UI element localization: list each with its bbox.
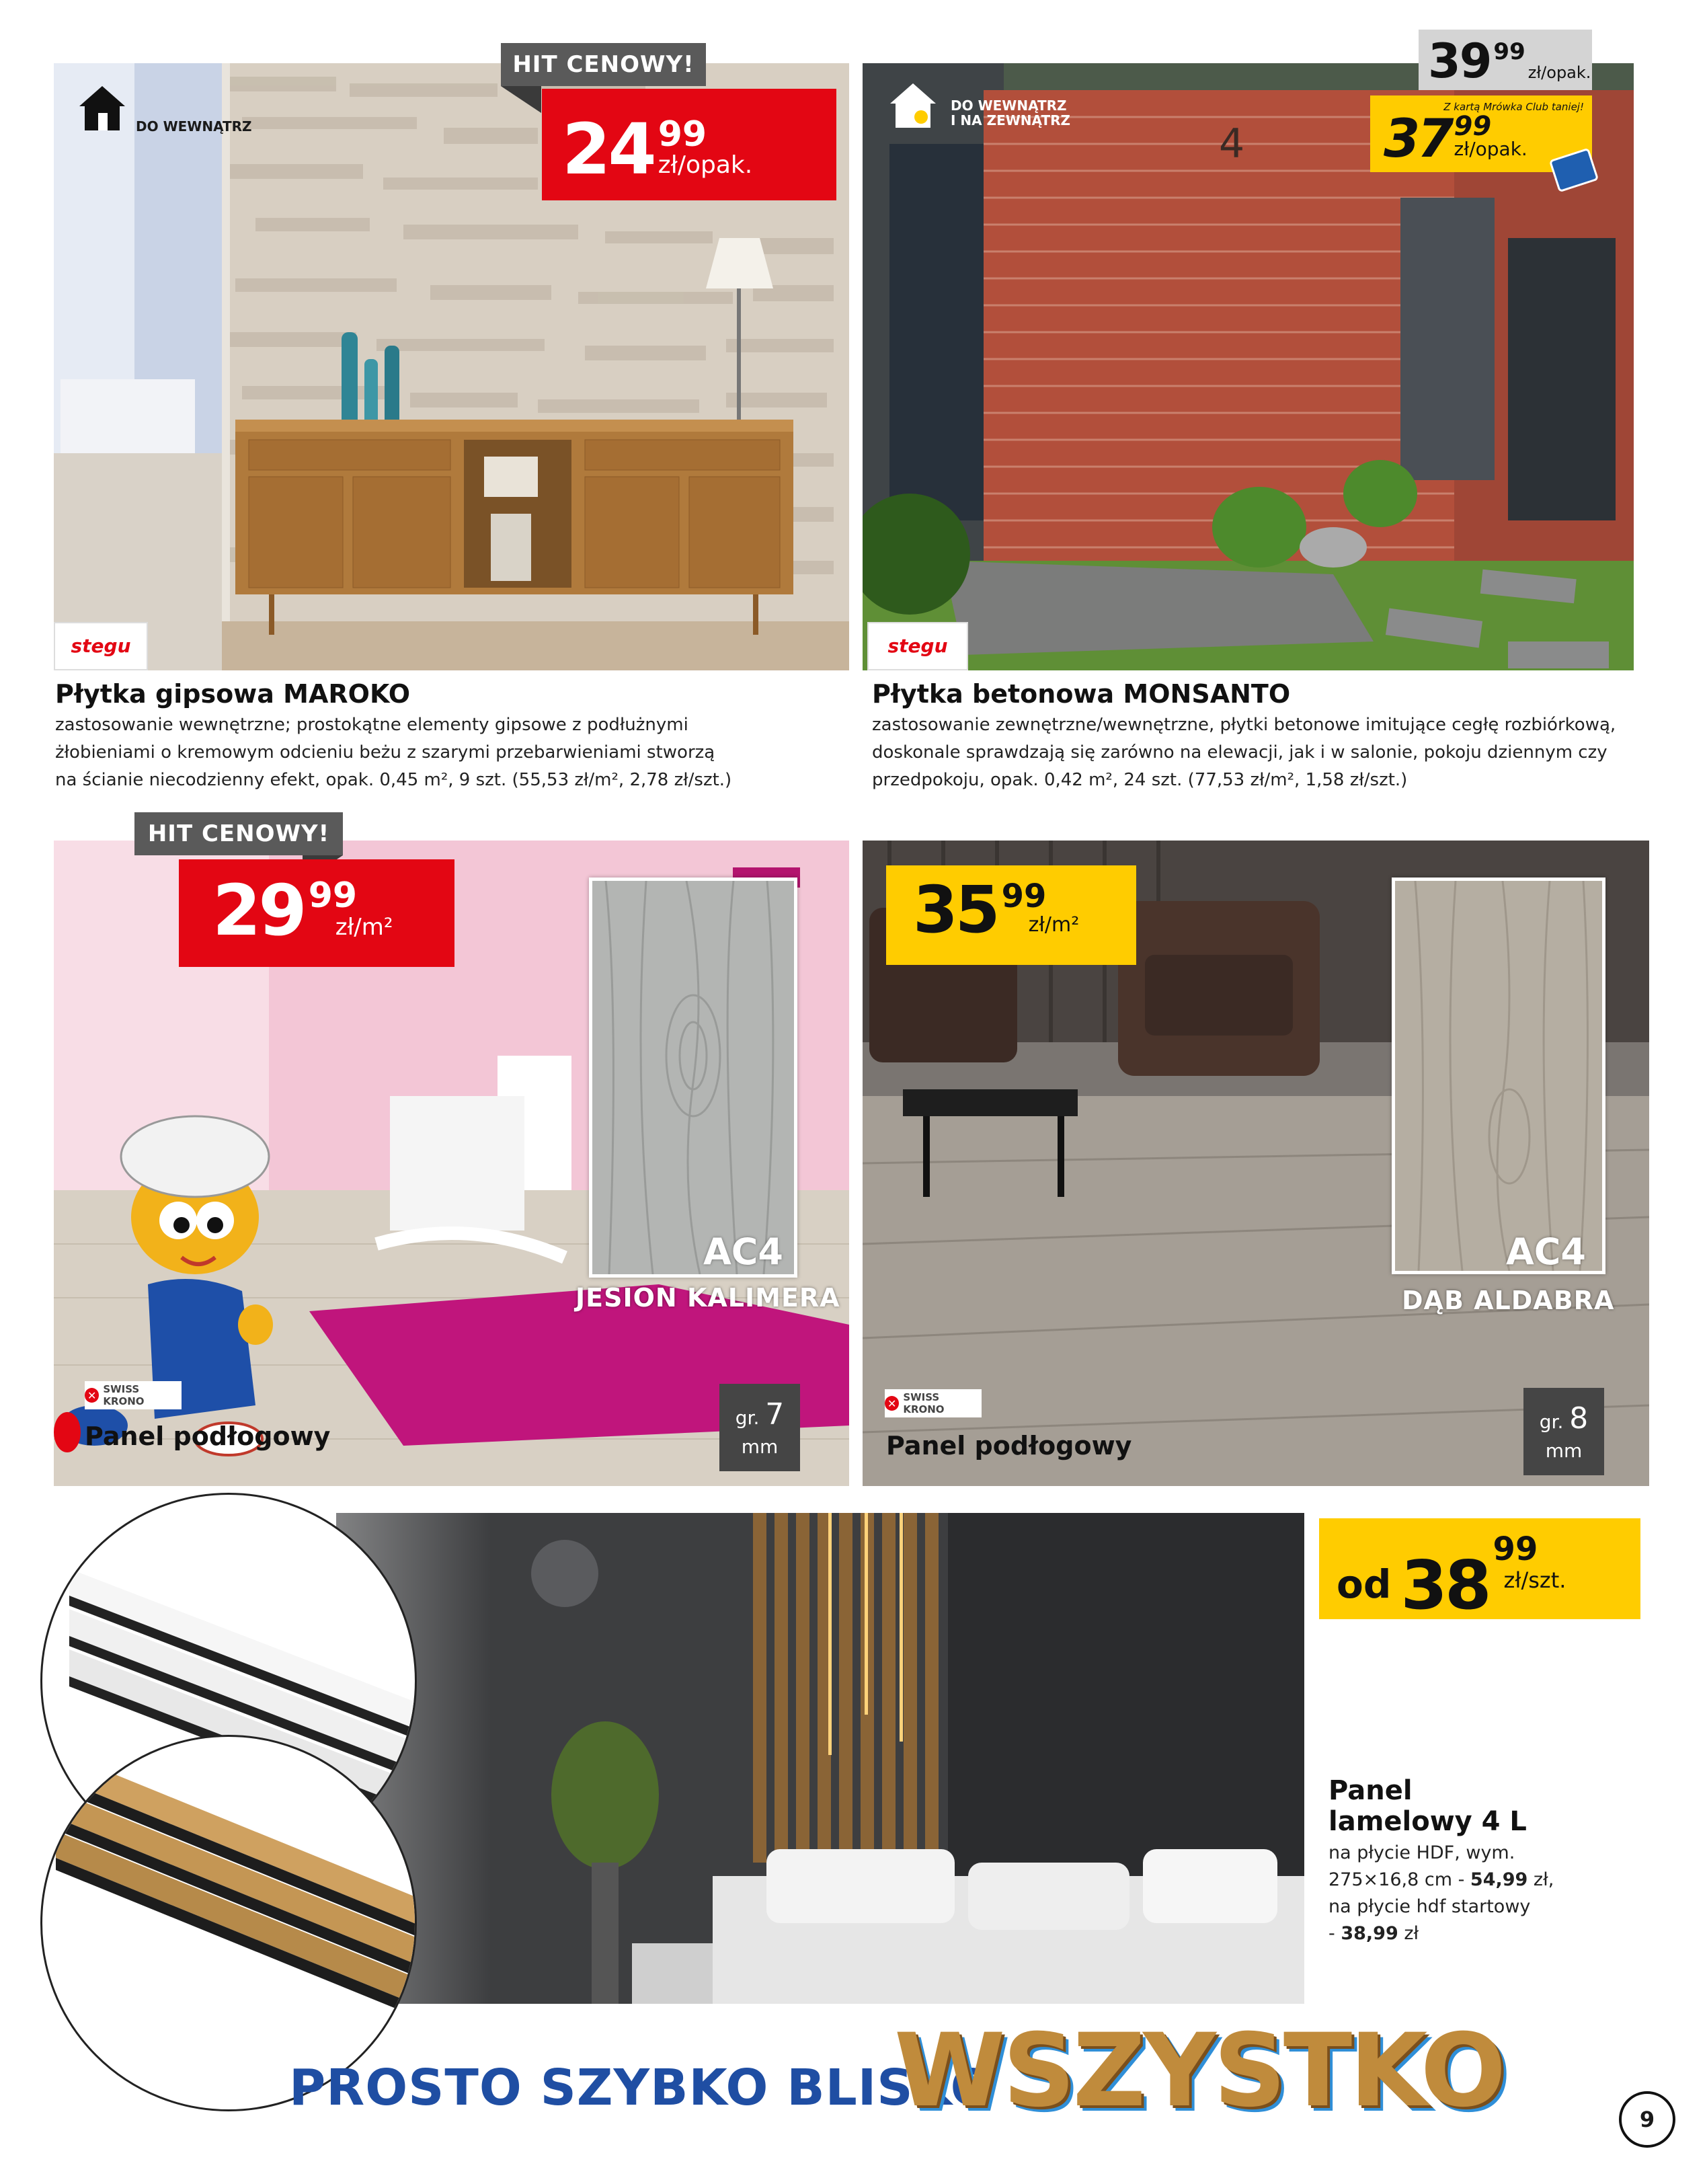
lamelowy-description: [1328, 1840, 1554, 1947]
aldabra-floor-sample: [1392, 878, 1605, 1274]
oak-lamella-sample: [42, 1737, 417, 2111]
wszystko-logo: [894, 2011, 1504, 2132]
maroko-price-integer: 24: [562, 108, 654, 190]
lamelowy-oak-sample-circle: [40, 1735, 417, 2111]
lamelowy-title-line1: Panel: [1328, 1775, 1413, 1806]
aldabra-thickness-value: 8: [1569, 1401, 1589, 1436]
kalimera-thickness-prefix: gr.: [735, 1407, 760, 1429]
monsanto-regular-price-unit: zł/opak.: [1527, 63, 1591, 82]
monsanto-desc-line1: zastosowanie zewnętrzne/wewnętrzne, płytki betonowe imitujące cegłę rozbiórkową,: [872, 715, 1616, 735]
lamelowy-desc-line4-c: zł: [1398, 1923, 1419, 1944]
monsanto-club-price-decimal: 99: [1454, 111, 1492, 142]
kalimera-hit-text: HIT CENOWY!: [147, 820, 330, 847]
lamelowy-desc-line3: na płycie hdf startowy: [1328, 1896, 1531, 1917]
monsanto-desc-line3: przedpokoju, opak. 0,42 m², 24 szt. (77,53 zł/m², 1,58 zł/szt.): [872, 770, 1408, 790]
monsanto-regular-price-decimal: 99: [1493, 38, 1525, 65]
aldabra-swiss-krono-logo: [885, 1389, 982, 1417]
kalimera-hit-tag: [134, 812, 343, 855]
kalimera-price-unit: zł/m²: [335, 914, 393, 941]
aldabra-thickness-prefix: gr.: [1539, 1411, 1564, 1433]
swiss-cross-icon: ✕: [885, 1396, 899, 1411]
maroko-indoor-tag: [75, 83, 277, 134]
lamelowy-price-unit: zł/szt.: [1503, 1567, 1566, 1593]
kalimera-price-decimal: 99: [308, 875, 358, 916]
monsanto-title: Płytka betonowa MONSANTO: [872, 679, 1291, 709]
aldabra-price-unit: zł/m²: [1028, 913, 1080, 937]
lamelowy-desc-line4: [1328, 1920, 1554, 1947]
aldabra-price-decimal: 99: [1001, 878, 1047, 915]
lamelowy-price-decimal: 99: [1493, 1530, 1538, 1568]
lamelowy-price-prefix: od: [1337, 1561, 1392, 1607]
monsanto-club-price-integer: 37: [1384, 109, 1452, 169]
page-number: [1619, 2091, 1675, 2148]
maroko-hit-tag: [501, 43, 706, 86]
monsanto-desc-line2: doskonale sprawdzają się zarówno na elewacji, jak i w salonie, pokoju dziennym czy: [872, 742, 1607, 763]
monsanto-regular-price-box: [1419, 30, 1592, 90]
maroko-title: Płytka gipsowa MAROKO: [55, 679, 410, 709]
aldabra-price-box: [886, 865, 1136, 965]
wszystko-logo-text: WSZYSTKO: [894, 2013, 1504, 2130]
maroko-stegu-logo: [54, 622, 148, 670]
kalimera-decor-name: JESION KALIMERA: [575, 1283, 840, 1313]
kalimera-ac-class: AC4: [703, 1231, 783, 1273]
maroko-description: [55, 711, 848, 794]
aldabra-thickness-unit: mm: [1545, 1440, 1583, 1462]
kalimera-brand-name: SWISS KRONO: [103, 1383, 145, 1407]
aldabra-brand-name: SWISS KRONO: [903, 1391, 945, 1415]
kalimera-swiss-krono-logo: [85, 1381, 182, 1409]
house-icon: [75, 83, 129, 134]
aldabra-wood-grain: [1395, 881, 1602, 1271]
swiss-cross-icon: ✕: [85, 1388, 99, 1403]
maroko-price-box: [542, 89, 836, 200]
aldabra-thickness-box: [1523, 1388, 1604, 1475]
monsanto-brand-name: stegu: [887, 635, 948, 657]
lamelowy-desc-line1: na płycie HDF, wym.: [1328, 1842, 1515, 1863]
kalimera-price-box: [179, 859, 454, 967]
maroko-desc-line2: żłobieniami o kremowym odcieniu beżu z szarymi przebarwieniami stworzą: [55, 742, 715, 763]
lamelowy-title: [1328, 1775, 1527, 1837]
aldabra-price-integer: 35: [913, 872, 998, 947]
monsanto-location-line1: DO WEWNĄTRZ: [951, 98, 1067, 114]
lamelowy-desc-line2-c: zł,: [1527, 1869, 1554, 1890]
maroko-brand-name: stegu: [71, 635, 131, 657]
kalimera-thickness-unit: mm: [741, 1436, 779, 1458]
lamelowy-price-integer: 38: [1400, 1546, 1489, 1625]
lamelowy-desc-price1: 54,99: [1470, 1869, 1528, 1890]
monsanto-club-note: Z kartą Mrówka Club taniej!: [1443, 101, 1584, 113]
lamelowy-desc-line2-a: 275×16,8 cm -: [1328, 1869, 1470, 1890]
monsanto-club-price-unit: zł/opak.: [1454, 138, 1527, 160]
kalimera-price-integer: 29: [212, 869, 305, 951]
maroko-desc-line3: na ścianie niecodzienny efekt, opak. 0,45 m², 9 szt. (55,53 zł/m², 2,78 zł/szt.): [55, 770, 732, 790]
page-number-text: 9: [1639, 2107, 1655, 2132]
monsanto-location-line2: I NA ZEWNĄTRZ: [951, 112, 1071, 128]
maroko-hit-tag-fold: [501, 86, 541, 113]
maroko-indoor-text: DO WEWNĄTRZ: [136, 118, 252, 134]
monsanto-stegu-logo: [867, 622, 968, 670]
kalimera-thickness-value: 7: [765, 1397, 785, 1432]
lamelowy-price-box: [1319, 1518, 1640, 1625]
lamelowy-desc-price2: 38,99: [1341, 1923, 1398, 1944]
maroko-price-unit: zł/opak.: [658, 151, 753, 179]
aldabra-ac-class: AC4: [1506, 1231, 1586, 1273]
maroko-price-decimal: 99: [658, 114, 707, 155]
lamelowy-title-line2: lamelowy 4 L: [1328, 1806, 1527, 1837]
lamelowy-desc-line2: [1328, 1867, 1554, 1894]
kalimera-panel-label: Panel podłogowy: [85, 1421, 331, 1451]
kalimera-thickness-box: [719, 1384, 800, 1471]
aldabra-panel-label: Panel podłogowy: [886, 1431, 1132, 1460]
monsanto-description: [872, 711, 1679, 794]
kalimera-wood-grain: [592, 881, 794, 1274]
monsanto-regular-price-integer: 39: [1428, 34, 1491, 89]
aldabra-decor-name: DĄB ALDABRA: [1402, 1286, 1615, 1315]
monsanto-location-tag: [886, 81, 1115, 132]
kalimera-floor-sample: [589, 878, 797, 1278]
footer-slogan: PROSTO SZYBKO BLISKO: [289, 2059, 994, 2117]
svg-text:4: 4: [1219, 120, 1245, 167]
house-sun-icon: [886, 81, 940, 132]
lamelowy-desc-line4-a: -: [1328, 1923, 1341, 1944]
maroko-hit-text: HIT CENOWY!: [512, 51, 694, 78]
maroko-desc-line1: zastosowanie wewnętrzne; prostokątne elementy gipsowe z podłużnymi: [55, 715, 688, 735]
